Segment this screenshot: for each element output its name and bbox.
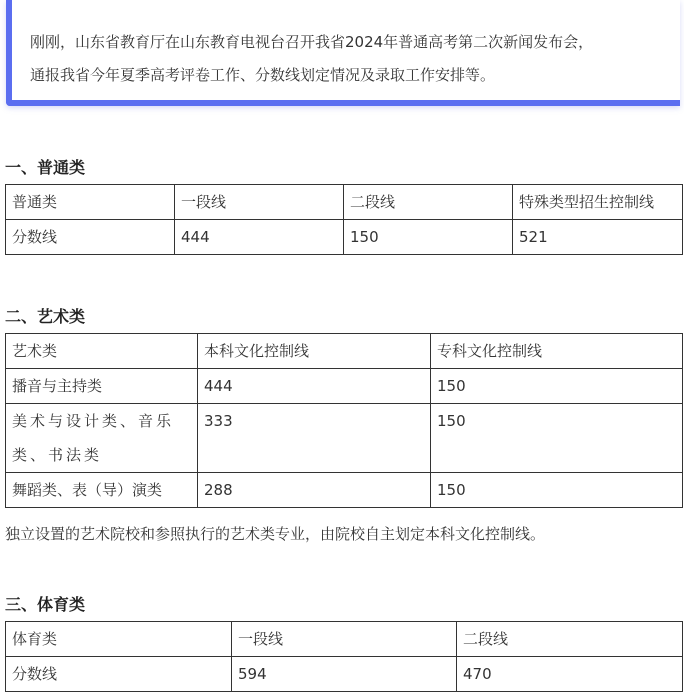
header-cell: 二段线	[344, 185, 513, 220]
value-cell: 333	[198, 404, 431, 473]
header-cell: 特殊类型招生控制线	[513, 185, 683, 220]
intro-line-1: 刚刚，山东省教育厅在山东教育电视台召开我省2024年普通高考第二次新闻发布会，	[30, 33, 594, 51]
value-cell: 288	[198, 473, 431, 508]
art-note: 独立设置的艺术院校和参照执行的艺术类专业，由院校自主划定本科文化控制线。	[5, 525, 546, 543]
header-cell: 一段线	[232, 622, 457, 657]
value-cell: 594	[232, 657, 457, 692]
section-heading-sports: 三、体育类	[5, 595, 86, 614]
header-cell: 专科文化控制线	[431, 334, 683, 369]
sports-score-table	[5, 621, 683, 692]
row-label-cell: 播音与主持类	[6, 369, 198, 404]
value-cell: 150	[344, 220, 513, 255]
header-cell: 普通类	[6, 185, 175, 220]
table-header-row	[6, 185, 683, 220]
intro-line-2: 通报我省今年夏季高考评卷工作、分数线划定情况及录取工作安排等。	[30, 66, 496, 84]
value-cell: 470	[457, 657, 683, 692]
section-heading-art: 二、艺术类	[5, 307, 86, 326]
section-heading-general: 一、普通类	[5, 158, 86, 177]
header-cell: 本科文化控制线	[198, 334, 431, 369]
table-row	[6, 404, 683, 473]
table-row	[6, 473, 683, 508]
intro-callout	[6, 0, 680, 106]
general-score-table	[5, 184, 683, 255]
value-cell: 444	[175, 220, 344, 255]
row-label-cell: 分数线	[6, 220, 175, 255]
row-label-cell: 分数线	[6, 657, 232, 692]
value-cell: 150	[431, 404, 683, 473]
row-label-cell: 美术与设计类、音乐类、书法类	[6, 404, 198, 473]
header-cell: 艺术类	[6, 334, 198, 369]
header-cell: 一段线	[175, 185, 344, 220]
row-label-cell: 舞蹈类、表（导）演类	[6, 473, 198, 508]
value-cell: 150	[431, 369, 683, 404]
header-cell: 体育类	[6, 622, 232, 657]
table-row	[6, 220, 683, 255]
value-cell: 521	[513, 220, 683, 255]
table-header-row	[6, 622, 683, 657]
value-cell: 150	[431, 473, 683, 508]
table-row	[6, 657, 683, 692]
header-cell: 二段线	[457, 622, 683, 657]
table-header-row	[6, 334, 683, 369]
table-row	[6, 369, 683, 404]
value-cell: 444	[198, 369, 431, 404]
art-score-table	[5, 333, 683, 508]
